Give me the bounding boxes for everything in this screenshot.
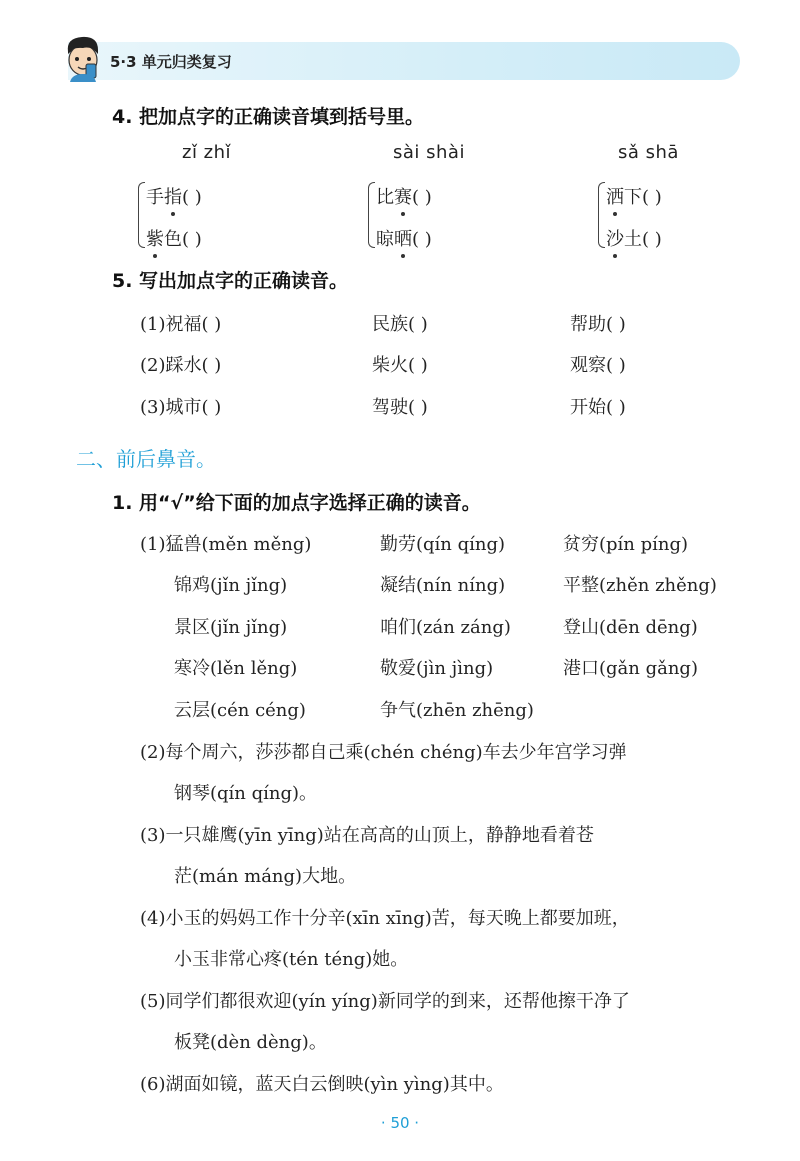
q1-row5-col2: 争气(zhēn zhēng) xyxy=(380,700,534,721)
q1-row5-col1: 云层(cén céng) xyxy=(174,700,306,721)
q5-item-chengshi: (3)城市( ) xyxy=(140,397,222,418)
q5-item-guancha: 观察( ) xyxy=(570,355,626,376)
q5-item-minzu: 民族( ) xyxy=(372,314,428,335)
q1-sentence-4-line2: 小玉非常心疼(tén téng)她。 xyxy=(174,949,409,970)
q5-item-jiashi: 驾驶( ) xyxy=(372,397,428,418)
q1-row1-col1: (1)猛兽(měn měng) xyxy=(140,534,312,555)
q1-sentence-5-line1: (5)同学们都很欢迎(yín yíng)新同学的到来，还帮他擦干净了 xyxy=(140,991,630,1012)
q1-row2-col3: 平整(zhěn zhěng) xyxy=(563,575,717,596)
q4-item-saxia: 洒下( ) xyxy=(606,183,662,209)
q4-group-3-brace xyxy=(598,182,605,248)
q4-group-1-pinyin: zǐ zhǐ xyxy=(182,142,232,163)
section-2-title: 二、前后鼻音。 xyxy=(76,447,216,471)
q1-row2-col1: 锦鸡(jǐn jǐng) xyxy=(174,575,288,596)
section-2-question-1-title: 1. 用“√”给下面的加点字选择正确的读音。 xyxy=(112,492,481,514)
q1-sentence-3-line1: (3)一只雄鹰(yīn yīng)站在高高的山顶上，静静地看着苍 xyxy=(140,825,594,846)
q5-item-caishui: (2)踩水( ) xyxy=(140,355,222,376)
q1-row4-col2: 敬爱(jìn jìng) xyxy=(380,658,494,679)
q4-group-3-pinyin: sǎ shā xyxy=(618,142,679,163)
q4-group-2-pinyin: sài shài xyxy=(393,142,465,163)
header-title: 5·3 单元归类复习 xyxy=(110,53,232,71)
q1-sentence-3-line2: 茫(mán máng)大地。 xyxy=(174,866,357,887)
q1-row4-col3: 港口(gǎn gǎng) xyxy=(563,658,698,679)
page-number: · 50 · xyxy=(380,1114,420,1132)
question-4-title: 4. 把加点字的正确读音填到括号里。 xyxy=(112,106,425,128)
q4-item-bisai: 比赛( ) xyxy=(376,183,432,209)
q5-item-zhufu: (1)祝福( ) xyxy=(140,314,222,335)
question-5-title: 5. 写出加点字的正确读音。 xyxy=(112,270,349,292)
q1-sentence-5-line2: 板凳(dèn dèng)。 xyxy=(174,1032,327,1053)
q1-row2-col2: 凝结(nín níng) xyxy=(380,575,506,596)
q4-item-zise: 紫色( ) xyxy=(146,225,202,251)
q4-group-2-brace xyxy=(368,182,375,248)
q1-row3-col3: 登山(dēn dēng) xyxy=(563,617,698,638)
q5-item-bangzhu: 帮助( ) xyxy=(570,314,626,335)
q1-sentence-2-line2: 钢琴(qín qíng)。 xyxy=(174,783,318,804)
q1-sentence-2-line1: (2)每个周六，莎莎都自己乘(chén chéng)车去少年宫学习弹 xyxy=(140,742,627,763)
q1-row3-col2: 咱们(zán záng) xyxy=(380,617,511,638)
q1-row1-col2: 勤劳(qín qíng) xyxy=(380,534,506,555)
q4-group-1-brace xyxy=(138,182,145,248)
q1-row3-col1: 景区(jǐn jǐng) xyxy=(174,617,288,638)
q4-item-shouzhi: 手指( ) xyxy=(146,183,202,209)
q1-row1-col3: 贫穷(pín píng) xyxy=(563,534,689,555)
q1-sentence-6: (6)湖面如镜，蓝天白云倒映(yìn yìng)其中。 xyxy=(140,1074,504,1095)
mascot-icon xyxy=(62,34,104,82)
q4-item-shatu: 沙土( ) xyxy=(606,225,662,251)
q1-row4-col1: 寒冷(lěn lěng) xyxy=(174,658,298,679)
q5-item-chaihuo: 柴火( ) xyxy=(372,355,428,376)
q1-sentence-4-line1: (4)小玉的妈妈工作十分辛(xīn xīng)苦，每天晚上都要加班， xyxy=(140,908,630,929)
q5-item-kaishi: 开始( ) xyxy=(570,397,626,418)
q4-item-liangshai: 晾晒( ) xyxy=(376,225,432,251)
